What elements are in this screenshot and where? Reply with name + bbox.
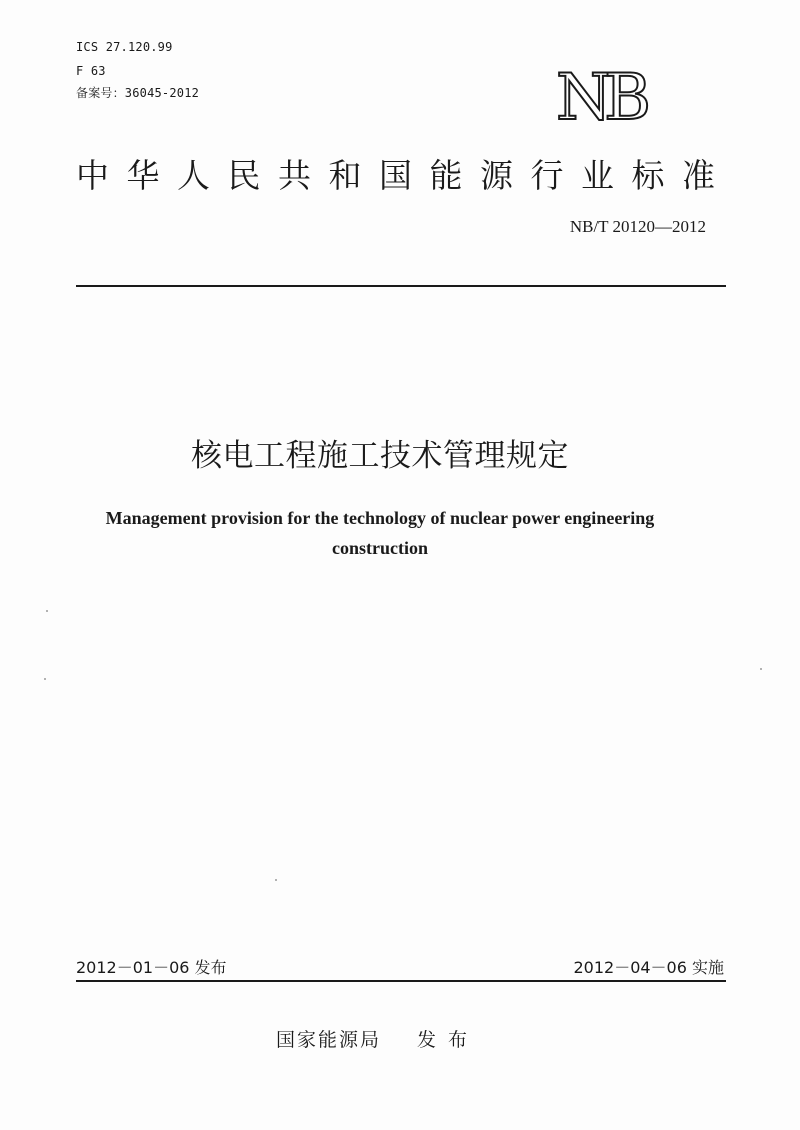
issuer-name: 国家能源局 [276, 1029, 382, 1051]
issuer-line [276, 1027, 479, 1053]
footer-divider [76, 980, 726, 982]
logo-letter-b: B [604, 61, 650, 135]
org-title: 中华人民共和国能源行业标准 [76, 156, 733, 195]
scan-speck [46, 610, 48, 612]
logo-letter-n: N [556, 61, 610, 135]
header-divider [76, 285, 726, 287]
scan-speck [760, 668, 762, 670]
scan-speck [275, 879, 277, 881]
document-title-english: Management provision for the technology of nuclear power engineering construction [105, 508, 655, 558]
ccs-code: F 63 [76, 64, 106, 78]
document-title-chinese: 核电工程施工技术管理规定 [191, 438, 569, 474]
nb-logo [556, 61, 650, 135]
filing-number: 备案号：36045-2012 [76, 86, 200, 100]
issuer-action: 发布 [417, 1029, 480, 1051]
implementation-date: 2012－04－06 实施 [573, 958, 724, 977]
standard-number: NB/T 20120—2012 [569, 217, 706, 236]
ics-code: ICS 27.120.99 [76, 40, 173, 54]
issue-date: 2012－01－06 发布 [76, 958, 227, 977]
scan-speck [44, 678, 46, 680]
